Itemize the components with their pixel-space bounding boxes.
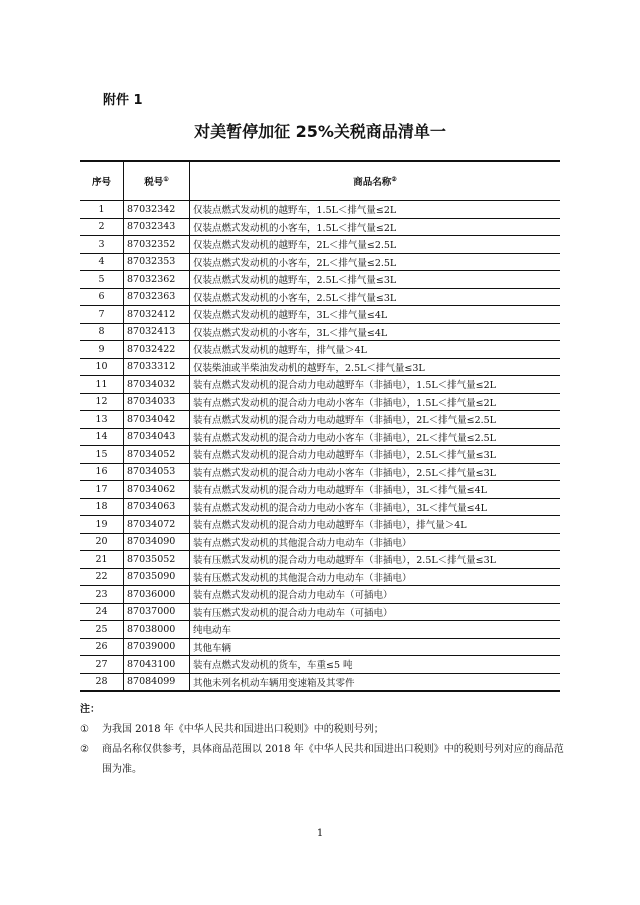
- cell-name: 装有压燃式发动机的混合动力电动越野车（非插电），2.5L＜排气量≤3L: [190, 551, 561, 569]
- table-row: [80, 393, 560, 411]
- cell-name: 仅装点燃式发动机的越野车，2L＜排气量≤2.5L: [190, 236, 561, 254]
- cell-no: 21: [80, 551, 124, 569]
- cell-name: 仅装点燃式发动机的越野车，1.5L＜排气量≤2L: [190, 201, 561, 219]
- cell-name: 纯电动车: [190, 621, 561, 639]
- cell-code: 87035052: [124, 551, 190, 569]
- table-row: [80, 656, 560, 674]
- column-header-code-label: 税号: [144, 177, 164, 188]
- table-header-row: [80, 161, 560, 201]
- footnote-mark-2: ②: [391, 175, 397, 183]
- cell-code: 87034033: [124, 393, 190, 411]
- cell-no: 12: [80, 393, 124, 411]
- table-row: [80, 568, 560, 586]
- cell-no: 15: [80, 446, 124, 464]
- cell-code: 87034063: [124, 498, 190, 516]
- cell-no: 27: [80, 656, 124, 674]
- cell-name: 装有点燃式发动机的混合动力电动车（可插电）: [190, 586, 561, 604]
- cell-no: 20: [80, 533, 124, 551]
- column-header-name: [190, 161, 561, 201]
- cell-code: 87034043: [124, 428, 190, 446]
- table-row: [80, 498, 560, 516]
- table-row: [80, 218, 560, 236]
- cell-name: 仅装点燃式发动机的小客车，1.5L＜排气量≤2L: [190, 218, 561, 236]
- notes-heading: 注：: [80, 704, 100, 715]
- table-row: [80, 376, 560, 394]
- note-text: 商品名称仅供参考，具体商品范围以 2018 年《中华人民共和国进出口税则》中的税则号列对应的商品范围为准。: [102, 744, 564, 775]
- cell-code: 87032412: [124, 306, 190, 324]
- notes-section: [80, 700, 565, 780]
- cell-no: 16: [80, 463, 124, 481]
- table-row: [80, 341, 560, 359]
- table-row: [80, 306, 560, 324]
- cell-name: 仅装点燃式发动机的越野车，3L＜排气量≤4L: [190, 306, 561, 324]
- page-number: 1: [316, 828, 324, 839]
- column-header-code: [124, 161, 190, 201]
- cell-name: 仅装柴油或半柴油发动机的越野车，2.5L＜排气量≤3L: [190, 358, 561, 376]
- table-row: [80, 533, 560, 551]
- cell-name: 装有点燃式发动机的混合动力电动越野车（非插电），1.5L＜排气量≤2L: [190, 376, 561, 394]
- cell-no: 17: [80, 481, 124, 499]
- cell-code: 87032352: [124, 236, 190, 254]
- cell-name: 装有点燃式发动机的混合动力电动小客车（非插电），2.5L＜排气量≤3L: [190, 463, 561, 481]
- table-row: [80, 236, 560, 254]
- column-header-no-label: 序号: [91, 177, 111, 188]
- page-title: 对美暂停加征 25%关税商品清单一: [194, 122, 446, 141]
- cell-code: 87043100: [124, 656, 190, 674]
- cell-name: 仅装点燃式发动机的小客车，2.5L＜排气量≤3L: [190, 288, 561, 306]
- attachment-label: 附件 1: [103, 93, 143, 108]
- cell-code: 87032363: [124, 288, 190, 306]
- cell-no: 10: [80, 358, 124, 376]
- cell-code: 87034072: [124, 516, 190, 534]
- table-row: [80, 638, 560, 656]
- cell-name: 装有点燃式发动机的混合动力电动越野车（非插电），3L＜排气量≤4L: [190, 481, 561, 499]
- cell-code: 87032353: [124, 253, 190, 271]
- cell-name: 装有压燃式发动机的混合动力电动车（可插电）: [190, 603, 561, 621]
- cell-code: 87034052: [124, 446, 190, 464]
- cell-name: 仅装点燃式发动机的越野车，排气量＞4L: [190, 341, 561, 359]
- tariff-list-table: [80, 160, 560, 692]
- cell-no: 13: [80, 411, 124, 429]
- cell-no: 2: [80, 218, 124, 236]
- cell-name: 装有点燃式发动机的混合动力电动小客车（非插电），1.5L＜排气量≤2L: [190, 393, 561, 411]
- cell-name: 装有点燃式发动机的混合动力电动小客车（非插电），2L＜排气量≤2.5L: [190, 428, 561, 446]
- cell-no: 4: [80, 253, 124, 271]
- footnote-mark-1: ①: [163, 175, 169, 183]
- cell-name: 仅装点燃式发动机的越野车，2.5L＜排气量≤3L: [190, 271, 561, 289]
- table-row: [80, 288, 560, 306]
- cell-code: 87038000: [124, 621, 190, 639]
- cell-no: 8: [80, 323, 124, 341]
- table-row: [80, 621, 560, 639]
- table-row: [80, 271, 560, 289]
- cell-name: 装有压燃式发动机的其他混合动力电动车（非插电）: [190, 568, 561, 586]
- table-row: [80, 411, 560, 429]
- table-row: [80, 516, 560, 534]
- table-row: [80, 253, 560, 271]
- cell-no: 1: [80, 201, 124, 219]
- cell-code: 87034062: [124, 481, 190, 499]
- cell-no: 24: [80, 603, 124, 621]
- cell-code: 87034090: [124, 533, 190, 551]
- cell-no: 26: [80, 638, 124, 656]
- cell-code: 87037000: [124, 603, 190, 621]
- cell-no: 9: [80, 341, 124, 359]
- cell-code: 87032343: [124, 218, 190, 236]
- table-row: [80, 463, 560, 481]
- table-row: [80, 673, 560, 691]
- cell-name: 装有点燃式发动机的其他混合动力电动车（非插电）: [190, 533, 561, 551]
- cell-code: 87032342: [124, 201, 190, 219]
- cell-code: 87032362: [124, 271, 190, 289]
- table-row: [80, 446, 560, 464]
- note-mark: ①: [80, 724, 89, 735]
- note-text: 为我国 2018 年《中华人民共和国进出口税则》中的税则号列；: [102, 724, 384, 735]
- cell-code: 87033312: [124, 358, 190, 376]
- column-header-name-label: 商品名称: [353, 177, 392, 188]
- note-mark: ②: [80, 744, 89, 755]
- table-row: [80, 201, 560, 219]
- cell-name: 装有点燃式发动机的混合动力电动小客车（非插电），3L＜排气量≤4L: [190, 498, 561, 516]
- cell-no: 18: [80, 498, 124, 516]
- cell-code: 87032422: [124, 341, 190, 359]
- table-row: [80, 323, 560, 341]
- cell-no: 19: [80, 516, 124, 534]
- cell-no: 11: [80, 376, 124, 394]
- cell-no: 3: [80, 236, 124, 254]
- cell-no: 25: [80, 621, 124, 639]
- cell-code: 87034053: [124, 463, 190, 481]
- cell-name: 仅装点燃式发动机的小客车，2L＜排气量≤2.5L: [190, 253, 561, 271]
- cell-code: 87039000: [124, 638, 190, 656]
- cell-code: 87032413: [124, 323, 190, 341]
- cell-name: 装有点燃式发动机的混合动力电动越野车（非插电），2.5L＜排气量≤3L: [190, 446, 561, 464]
- cell-name: 其他车辆: [190, 638, 561, 656]
- note-item: [80, 740, 565, 780]
- cell-no: 14: [80, 428, 124, 446]
- cell-name: 其他未列名机动车辆用变速箱及其零件: [190, 673, 561, 691]
- cell-code: 87084099: [124, 673, 190, 691]
- cell-name: 装有点燃式发动机的混合动力电动越野车（非插电），排气量＞4L: [190, 516, 561, 534]
- cell-code: 87034042: [124, 411, 190, 429]
- cell-code: 87035090: [124, 568, 190, 586]
- cell-no: 5: [80, 271, 124, 289]
- cell-name: 装有点燃式发动机的混合动力电动越野车（非插电），2L＜排气量≤2.5L: [190, 411, 561, 429]
- cell-no: 6: [80, 288, 124, 306]
- note-item: [80, 720, 565, 740]
- table-row: [80, 551, 560, 569]
- cell-no: 22: [80, 568, 124, 586]
- cell-no: 7: [80, 306, 124, 324]
- cell-name: 装有点燃式发动机的货车，车重≤5 吨: [190, 656, 561, 674]
- cell-code: 87036000: [124, 586, 190, 604]
- table-row: [80, 358, 560, 376]
- cell-name: 仅装点燃式发动机的小客车，3L＜排气量≤4L: [190, 323, 561, 341]
- table-row: [80, 603, 560, 621]
- column-header-no: [80, 161, 124, 201]
- table-row: [80, 428, 560, 446]
- cell-no: 28: [80, 673, 124, 691]
- table-row: [80, 586, 560, 604]
- cell-code: 87034032: [124, 376, 190, 394]
- table-row: [80, 481, 560, 499]
- cell-no: 23: [80, 586, 124, 604]
